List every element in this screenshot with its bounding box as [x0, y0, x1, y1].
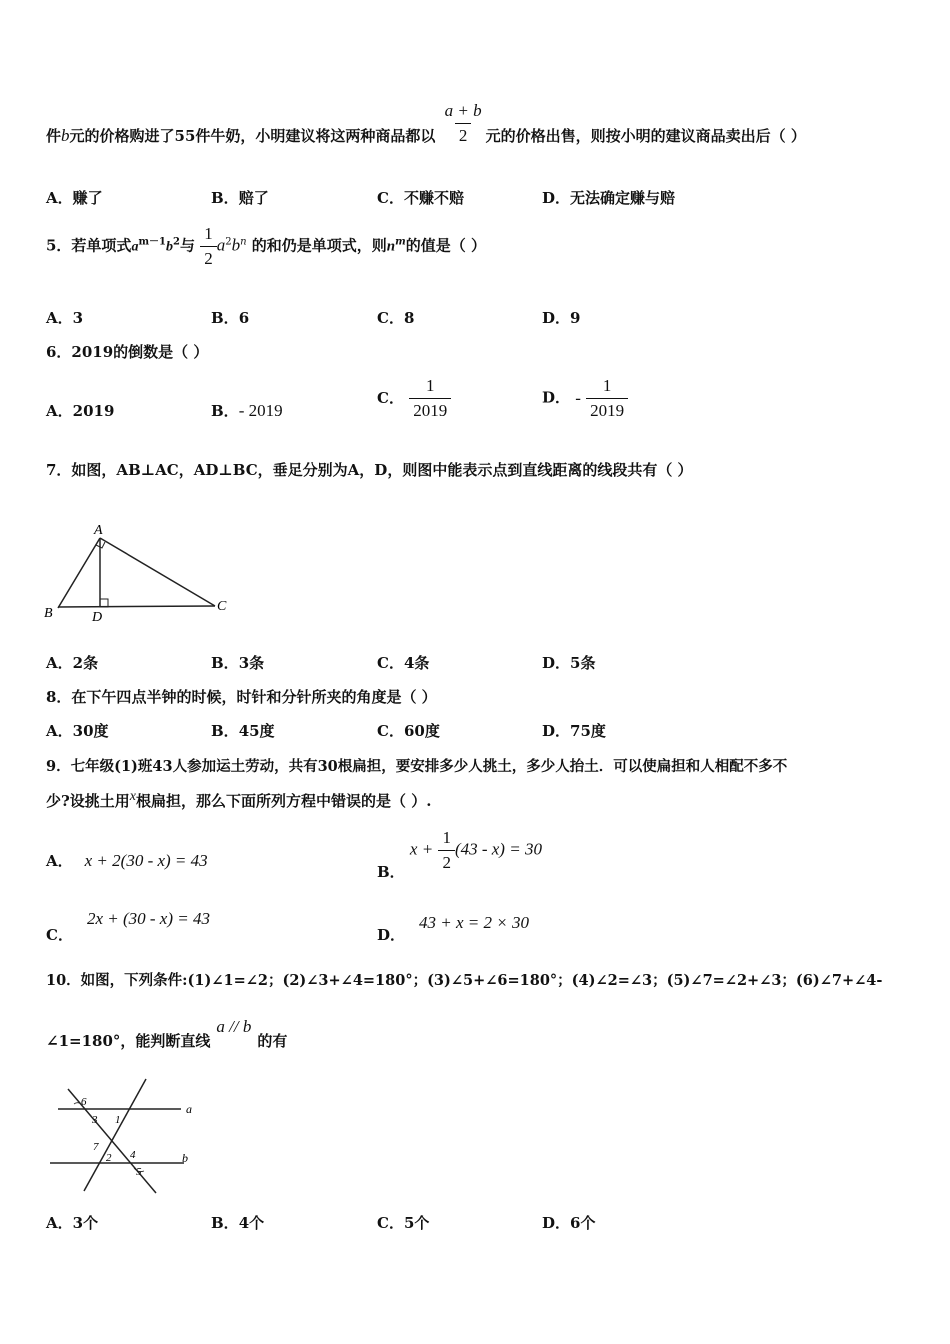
q10-option-c[interactable]: C．5个: [377, 1214, 430, 1232]
label-angle-5: 5: [136, 1166, 142, 1178]
q9-option-c[interactable]: C．2x + (30 - x) = 43: [46, 909, 210, 944]
q4-option-d[interactable]: D．无法确定赚与赔: [542, 189, 676, 207]
label-angle-3: 3: [92, 1114, 98, 1126]
q9-option-a[interactable]: A． x + 2(30 - x) = 43: [46, 851, 208, 870]
q4-option-a[interactable]: A．赚了: [46, 189, 103, 207]
q10-option-a[interactable]: A．3个: [46, 1214, 99, 1232]
label-angle-7: 7: [93, 1141, 99, 1153]
segment-ac: [100, 538, 215, 606]
q8-option-d[interactable]: D．75度: [542, 722, 606, 740]
q4-option-c[interactable]: C．不赚不赔: [377, 189, 464, 207]
q8-option-c[interactable]: C．60度: [377, 722, 440, 740]
question-6-stem: 6．2019的倒数是（ ）: [46, 343, 209, 361]
fraction-a-plus-b-over-2: $\frac{a + b}{2}$: [444, 100, 482, 145]
q4-option-b[interactable]: B．赔了: [211, 189, 269, 207]
label-a: A: [94, 523, 103, 538]
question-7-stem: 7．如图，AB⊥AC，AD⊥BC，垂足分别为A，D，则图中能表示点到直线距离的线段共有（ ）: [46, 461, 693, 479]
q10-option-d[interactable]: D．6个: [542, 1214, 596, 1232]
q7-option-d[interactable]: D．5条: [542, 654, 596, 672]
label-angle-2: 2: [106, 1152, 112, 1164]
triangle-figure: [40, 520, 240, 625]
fraction-neg-1-over-2019: $\frac{1}{2019}$: [586, 376, 628, 421]
q6-option-b[interactable]: B．- 2019: [211, 401, 283, 420]
q5-option-a[interactable]: A．3: [46, 309, 84, 327]
label-angle-6: 6: [81, 1096, 87, 1108]
question-5-stem: 5．若单项式$a^{m-1}b^2$与 $\frac{1}{2}$ $a^2b^n$ 的和仍是单项式，则$n^m$的值是（ ）: [46, 224, 486, 268]
q7-option-c[interactable]: C．4条: [377, 654, 430, 672]
question-4-stem: 件b元的价格购进了55件牛奶，小明建议将这两种商品都以 $\frac{a + b}{2}$ 元的价格出售，则按小明的建议商品卖出后（ ）: [46, 100, 806, 145]
question-10-line-2: ∠1=180°，能判断直线a // b的有: [46, 1017, 288, 1050]
segment-ab: [58, 538, 100, 608]
q5-option-d[interactable]: D．9: [542, 309, 581, 327]
q7-option-b[interactable]: B．3条: [211, 654, 265, 672]
question-8-stem: 8．在下午四点半钟的时候，时针和分针所夹的角度是（ ）: [46, 688, 437, 706]
q5-option-c[interactable]: C．8: [377, 309, 415, 327]
parallel-expression: a // b: [216, 1017, 252, 1036]
question-9-line-2: 少?设挑土用x根扁担，那么下面所列方程中错误的是（ ）.: [46, 789, 432, 810]
fraction-one-half: $\frac{1}{2}$: [200, 224, 217, 269]
label-angle-1: 1: [115, 1114, 121, 1126]
label-c: C: [217, 599, 227, 614]
label-line-b: b: [182, 1151, 188, 1165]
q9-option-b[interactable]: B． x + $\frac{1}{2}$ (43 - x) = 30: [377, 828, 542, 881]
q6-option-a[interactable]: A．2019: [46, 402, 115, 420]
q10-option-b[interactable]: B．4个: [211, 1214, 265, 1232]
label-b: B: [44, 606, 53, 621]
segment-bc: [58, 606, 215, 607]
right-angle-mark-d: [100, 599, 108, 607]
label-d: D: [92, 610, 103, 625]
fraction-1-over-2019: $\frac{1}{2019}$: [409, 376, 451, 421]
q9-option-d[interactable]: D．43 + x = 2 × 30: [377, 913, 529, 944]
question-10-line-1: 10．如图，下列条件:(1)∠1=∠2；(2)∠3+∠4=180°；(3)∠5+∠6=180°；(4)∠2=∠3；(5)∠7=∠2+∠3；(6)∠7+∠4-: [46, 972, 883, 989]
parallel-lines-figure: [46, 1075, 206, 1200]
fraction-one-half: $\frac{1}{2}$: [438, 828, 455, 873]
q6-option-c[interactable]: C． $\frac{1}{2019}$: [377, 376, 451, 421]
q8-option-a[interactable]: A．30度: [46, 722, 109, 740]
q7-option-a[interactable]: A．2条: [46, 654, 99, 672]
label-line-a: a: [186, 1102, 192, 1116]
question-9-line-1: 9．七年级(1)班43人参加运土劳动，共有30根扁担，要安排多少人挑土，多少人抬土．可以使扁担和人相配不多不: [46, 758, 788, 775]
q8-option-b[interactable]: B．45度: [211, 722, 275, 740]
label-angle-4: 4: [130, 1149, 136, 1161]
q5-option-b[interactable]: B．6: [211, 309, 250, 327]
variable-b: b: [61, 126, 70, 145]
q6-option-d[interactable]: D． - $\frac{1}{2019}$: [542, 376, 628, 421]
